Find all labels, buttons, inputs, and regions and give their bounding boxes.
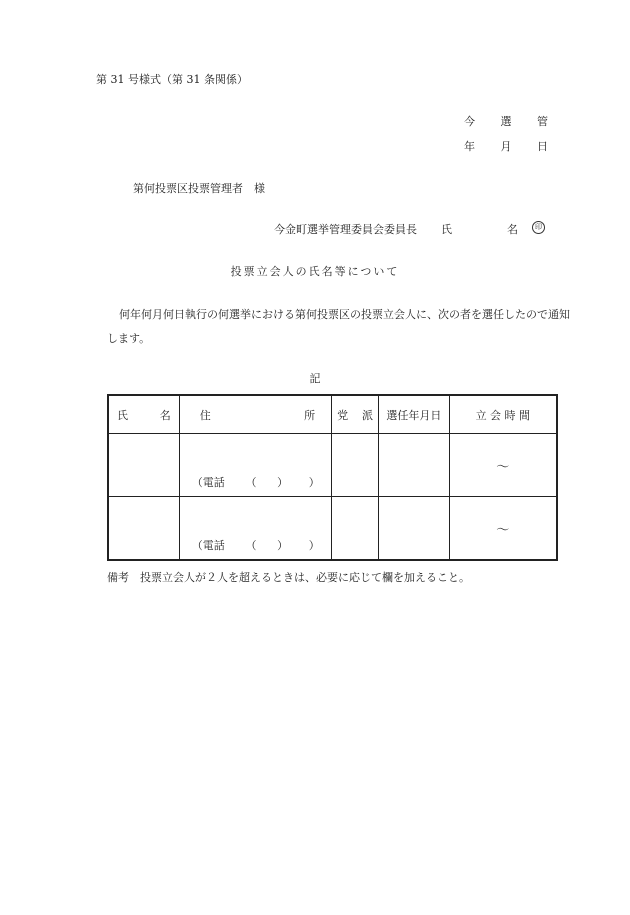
document-date [464, 138, 548, 154]
date-month: 月 [500, 140, 512, 153]
phone-paren: ） [308, 476, 320, 489]
tilde-mark: ～ [496, 523, 510, 538]
header-party-part: 党 [337, 408, 349, 422]
sender-name-part: 名 [507, 223, 518, 236]
header-party [332, 395, 379, 434]
phone-paren: （ [245, 539, 257, 552]
document-number [464, 113, 548, 129]
addressee: 第何投票区投票管理者 様 [133, 182, 265, 195]
table-header-row [108, 395, 557, 434]
doc-number-part: 今 [464, 115, 475, 128]
doc-number-part: 選 [500, 115, 512, 128]
table-row [108, 497, 557, 561]
cell-hours [449, 497, 557, 561]
phone-label: （電話 [191, 539, 225, 552]
cell-party [332, 434, 379, 497]
table-row [108, 434, 557, 497]
header-address-part: 所 [304, 408, 316, 422]
observer-table [107, 394, 558, 561]
cell-name [108, 497, 179, 561]
header-address [179, 395, 331, 434]
header-appointed-date: 選任年月日 [379, 395, 450, 434]
cell-hours [449, 434, 557, 497]
sender-title: 今金町選挙管理委員会委員長 [274, 223, 417, 236]
header-address-part: 住 [199, 408, 211, 422]
header-name-part: 名 [159, 408, 171, 422]
tilde-mark: ～ [496, 460, 510, 475]
cell-address [179, 497, 331, 561]
cell-appointed-date [379, 434, 450, 497]
header-name-part: 氏 [117, 408, 128, 422]
phone-paren: ） [277, 539, 289, 552]
sender-name [441, 221, 545, 237]
header-name [108, 395, 179, 434]
phone-line [192, 474, 320, 490]
phone-line [192, 537, 320, 553]
cell-name [108, 434, 179, 497]
subject-title: 投票立会人の氏名等について [230, 265, 400, 278]
date-year: 年 [464, 140, 475, 153]
phone-label: （電話 [191, 476, 225, 489]
phone-paren: （ [245, 476, 257, 489]
header-party-part: 派 [362, 408, 374, 422]
seal-mark: 印 [532, 221, 545, 234]
doc-number-part: 管 [537, 115, 548, 128]
sender-name-part: 氏 [441, 223, 452, 236]
cell-party [332, 497, 379, 561]
body-text: 何年何月何日執行の何選挙における第何投票区の投票立会人に、次の者を選任したので通知します。 [107, 308, 570, 345]
ki-heading: 記 [309, 372, 321, 385]
form-label: 第 31 号様式（第 31 条関係） [96, 73, 248, 86]
date-day: 日 [537, 140, 548, 153]
remarks-note: 備考 投票立会人が２人を超えるときは、必要に応じて欄を加えること。 [107, 571, 470, 584]
phone-paren: ） [277, 476, 289, 489]
header-hours: 立 会 時 間 [449, 395, 557, 434]
cell-address [179, 434, 331, 497]
cell-appointed-date [379, 497, 450, 561]
phone-paren: ） [308, 539, 320, 552]
